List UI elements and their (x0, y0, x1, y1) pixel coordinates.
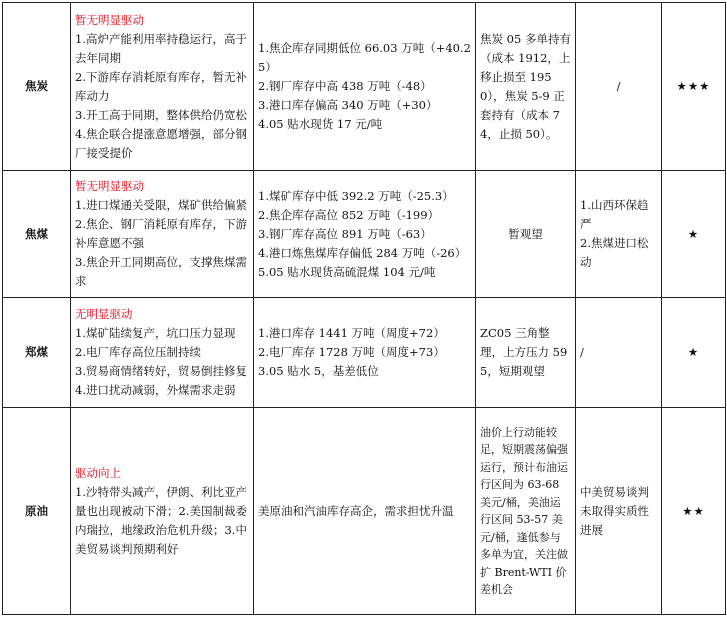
risk-cell: / (576, 298, 662, 408)
drive-item: 1.沙特带头减产，伊朗、利比亚产量也出现被动下滑；2.美国制裁委内瑞拉，地缘政治危机升级；3.中美贸易谈判预期利好 (75, 484, 247, 556)
drive-item: 4.焦企联合提涨意愿增强，部分钢厂接受提价 (75, 126, 247, 160)
drive-cell (71, 171, 254, 298)
inventory-cell (254, 408, 476, 615)
inventory-item: 3.05 贴水 5，基差低位 (258, 364, 379, 378)
inventory-item: 美原油和汽油库存高企，需求担忧升温 (258, 503, 454, 518)
inventory-item: 4.港口炼焦煤库存偏低 284 万吨（-26） (258, 245, 467, 260)
rating-stars: ★ (662, 298, 726, 408)
inventory-item: 3.港口库存偏高 340 万吨（+30） (258, 98, 438, 112)
drive-cell (71, 3, 254, 171)
drive-title: 驱动向上 (75, 465, 121, 480)
table-row (3, 171, 726, 298)
drive-item: 1.进口煤通关受限，煤矿供给偏紧 (75, 198, 247, 212)
commodity-name: 原油 (3, 408, 71, 615)
inventory-cell (254, 171, 476, 298)
inventory-item: 4.05 贴水现货 17 元/吨 (258, 117, 383, 131)
drive-item: 2.电厂库存高位压制持续 (75, 345, 201, 359)
commodity-table (2, 2, 726, 615)
drive-cell (71, 298, 254, 408)
rating-stars: ★ (662, 171, 726, 298)
drive-title: 无明显驱动 (75, 307, 133, 321)
rating-stars: ★★ (662, 408, 726, 615)
inventory-item: 1.煤矿库存中低 392.2 万吨（-25.3） (258, 188, 454, 203)
commodity-name: 郑煤 (3, 298, 71, 408)
drive-item: 3.贸易商情绪转好，贸易倒挂修复 (75, 364, 247, 378)
inventory-item: 1.焦企库存同期低位 66.03 万吨（+40.25） (258, 41, 471, 74)
drive-item: 3.开工高于同期，整体供给仍宽松 (75, 107, 247, 122)
drive-cell (71, 408, 254, 615)
rating-stars: ★★★ (662, 3, 726, 171)
strategy-cell: 焦炭 05 多单持有（成本 1912，上移止损至 1950），焦炭 5-9 正套持有（成本 74，止损 50）。 (476, 3, 576, 171)
inventory-item: 2.焦企库存高位 852 万吨（-199） (258, 207, 440, 222)
table-row (3, 408, 726, 615)
drive-item: 3.焦企开工同期高位，支撑焦煤需求 (75, 255, 247, 288)
inventory-item: 2.电厂库存 1728 万吨（周度+73） (258, 345, 445, 359)
strategy-cell: 暂观望 (476, 171, 576, 298)
table-row (3, 3, 726, 171)
table-row (3, 298, 726, 408)
commodity-name: 焦煤 (3, 171, 71, 298)
drive-item: 2.下游库存消耗原有库存，暂无补库动力 (75, 69, 247, 103)
drive-title: 暂无明显驱动 (75, 179, 144, 193)
inventory-item: 2.钢厂库存中高 438 万吨（-48） (258, 79, 432, 93)
drive-item: 2.焦企、钢厂消耗原有库存，下游补库意愿不强 (75, 217, 247, 250)
strategy-cell: ZC05 三角整理，上方压力 595，短期观望 (476, 298, 576, 408)
drive-item: 1.煤矿陆续复产，坑口压力显现 (75, 326, 236, 340)
risk-cell: / (576, 3, 662, 171)
commodity-name: 焦炭 (3, 3, 71, 171)
strategy-cell: 油价上行动能较足，短期震荡偏强运行，预计布油运行区间为 63-68 美元/桶，美油运行区间 53-57 美元/桶，逢低参与多单为宜，关注做扩 Brent-WTI 价差机会 (476, 408, 576, 615)
drive-title: 暂无明显驱动 (75, 12, 144, 27)
drive-item: 1.高炉产能利用率持稳运行，高于去年同期 (75, 31, 247, 65)
risk-cell: 中美贸易谈判未取得实质性进展 (576, 408, 662, 615)
inventory-item: 3.钢厂库存高位 891 万吨（-63） (258, 226, 432, 241)
inventory-cell (254, 3, 476, 171)
inventory-item: 5.05 贴水现货高硫混煤 104 元/吨 (258, 264, 436, 279)
inventory-cell (254, 298, 476, 408)
drive-item: 4.进口扰动减弱，外煤需求走弱 (75, 383, 236, 397)
inventory-item: 1.港口库存 1441 万吨（周度+72） (258, 326, 445, 340)
risk-cell: 1.山西环保趋严 2.焦煤进口松动 (576, 171, 662, 298)
